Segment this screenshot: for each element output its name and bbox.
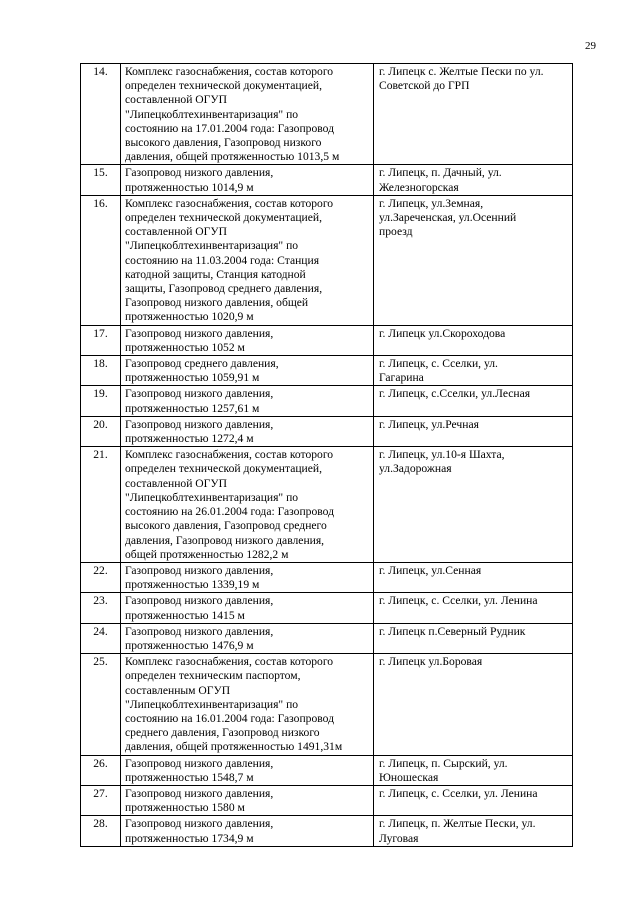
description-cell: Газопровод низкого давления, протяженностью 1257,61 м xyxy=(121,386,374,416)
address-cell: г. Липецк, с. Сселки, ул. Гагарина xyxy=(374,356,573,386)
description-cell: Газопровод низкого давления, протяженностью 1548,7 м xyxy=(121,755,374,785)
row-number-cell: 23. xyxy=(81,593,121,623)
description-cell: Газопровод среднего давления, протяженностью 1059,91 м xyxy=(121,356,374,386)
table-row xyxy=(81,593,573,623)
address-cell: г. Липецк ул.Скороходова xyxy=(374,325,573,355)
objects-table-body xyxy=(81,64,573,847)
table-row xyxy=(81,654,573,755)
description-cell: Газопровод низкого давления, протяженностью 1339,19 м xyxy=(121,562,374,592)
description-cell: Газопровод низкого давления, протяженностью 1580 м xyxy=(121,785,374,815)
row-number-cell: 19. xyxy=(81,386,121,416)
address-cell: г. Липецк, с. Сселки, ул. Ленина xyxy=(374,785,573,815)
description-cell: Газопровод низкого давления, протяженностью 1052 м xyxy=(121,325,374,355)
table-row xyxy=(81,447,573,563)
table-row xyxy=(81,785,573,815)
address-cell: г. Липецк п.Северный Рудник xyxy=(374,623,573,653)
description-cell: Комплекс газоснабжения, состав которого определен технической документацией, составленной ОГУП "Липецкоблтехинвентаризация" по состоянию на 11.03.2004 года: Станция катодной защиты, Станция катодной защиты, Газопровод среднего давления, Газопровод низкого давления, общей протяженностью 1020,9 м xyxy=(121,195,374,325)
table-row xyxy=(81,386,573,416)
table-row xyxy=(81,623,573,653)
row-number-cell: 25. xyxy=(81,654,121,755)
description-cell: Газопровод низкого давления, протяженностью 1734,9 м xyxy=(121,816,374,846)
row-number-cell: 27. xyxy=(81,785,121,815)
description-cell: Газопровод низкого давления, протяженностью 1272,4 м xyxy=(121,416,374,446)
row-number-cell: 18. xyxy=(81,356,121,386)
description-cell: Комплекс газоснабжения, состав которого определен технической документацией, составленной ОГУП "Липецкоблтехинвентаризация" по состоянию на 17.01.2004 года: Газопровод высокого давления, Газопровод низкого давления, общей протяженностью 1013,5 м xyxy=(121,64,374,165)
row-number-cell: 20. xyxy=(81,416,121,446)
table-row xyxy=(81,562,573,592)
table-row xyxy=(81,325,573,355)
address-cell: г. Липецк, с. Сселки, ул. Ленина xyxy=(374,593,573,623)
address-cell: г. Липецк, ул.Сенная xyxy=(374,562,573,592)
table-row xyxy=(81,755,573,785)
row-number-cell: 28. xyxy=(81,816,121,846)
description-cell: Газопровод низкого давления, протяженностью 1476,9 м xyxy=(121,623,374,653)
description-cell: Комплекс газоснабжения, состав которого определен техническим паспортом, составленным ОГУП "Липецкоблтехинвентаризация" по состоянию на 16.01.2004 года: Газопровод среднего давления, Газопровод низкого давления, общей протяженностью 1491,31м xyxy=(121,654,374,755)
description-cell: Комплекс газоснабжения, состав которого определен технической документацией, составленной ОГУП "Липецкоблтехинвентаризация" по состоянию на 26.01.2004 года: Газопровод высокого давления, Газопровод среднего давления, Газопровод низкого давления, общей протяженностью 1282,2 м xyxy=(121,447,374,563)
objects-table xyxy=(80,63,573,847)
table-row xyxy=(81,64,573,165)
row-number-cell: 26. xyxy=(81,755,121,785)
table-row xyxy=(81,816,573,846)
table-row xyxy=(81,416,573,446)
row-number-cell: 22. xyxy=(81,562,121,592)
address-cell: г. Липецк, ул.10-я Шахта, ул.Задорожная xyxy=(374,447,573,563)
address-cell: г. Липецк, п. Дачный, ул. Железногорская xyxy=(374,165,573,195)
row-number-cell: 24. xyxy=(81,623,121,653)
address-cell: г. Липецк, с.Сселки, ул.Лесная xyxy=(374,386,573,416)
address-cell: г. Липецк, ул.Земная, ул.Зареченская, ул.Осенний проезд xyxy=(374,195,573,325)
description-cell: Газопровод низкого давления, протяженностью 1014,9 м xyxy=(121,165,374,195)
row-number-cell: 17. xyxy=(81,325,121,355)
address-cell: г. Липецк, п. Желтые Пески, ул. Луговая xyxy=(374,816,573,846)
address-cell: г. Липецк с. Желтые Пески по ул. Советской до ГРП xyxy=(374,64,573,165)
page-number: 29 xyxy=(585,40,596,52)
table-row xyxy=(81,165,573,195)
row-number-cell: 14. xyxy=(81,64,121,165)
table-row xyxy=(81,195,573,325)
row-number-cell: 21. xyxy=(81,447,121,563)
address-cell: г. Липецк, п. Сырский, ул. Юношеская xyxy=(374,755,573,785)
description-cell: Газопровод низкого давления, протяженностью 1415 м xyxy=(121,593,374,623)
row-number-cell: 15. xyxy=(81,165,121,195)
address-cell: г. Липецк, ул.Речная xyxy=(374,416,573,446)
row-number-cell: 16. xyxy=(81,195,121,325)
table-row xyxy=(81,356,573,386)
address-cell: г. Липецк ул.Боровая xyxy=(374,654,573,755)
